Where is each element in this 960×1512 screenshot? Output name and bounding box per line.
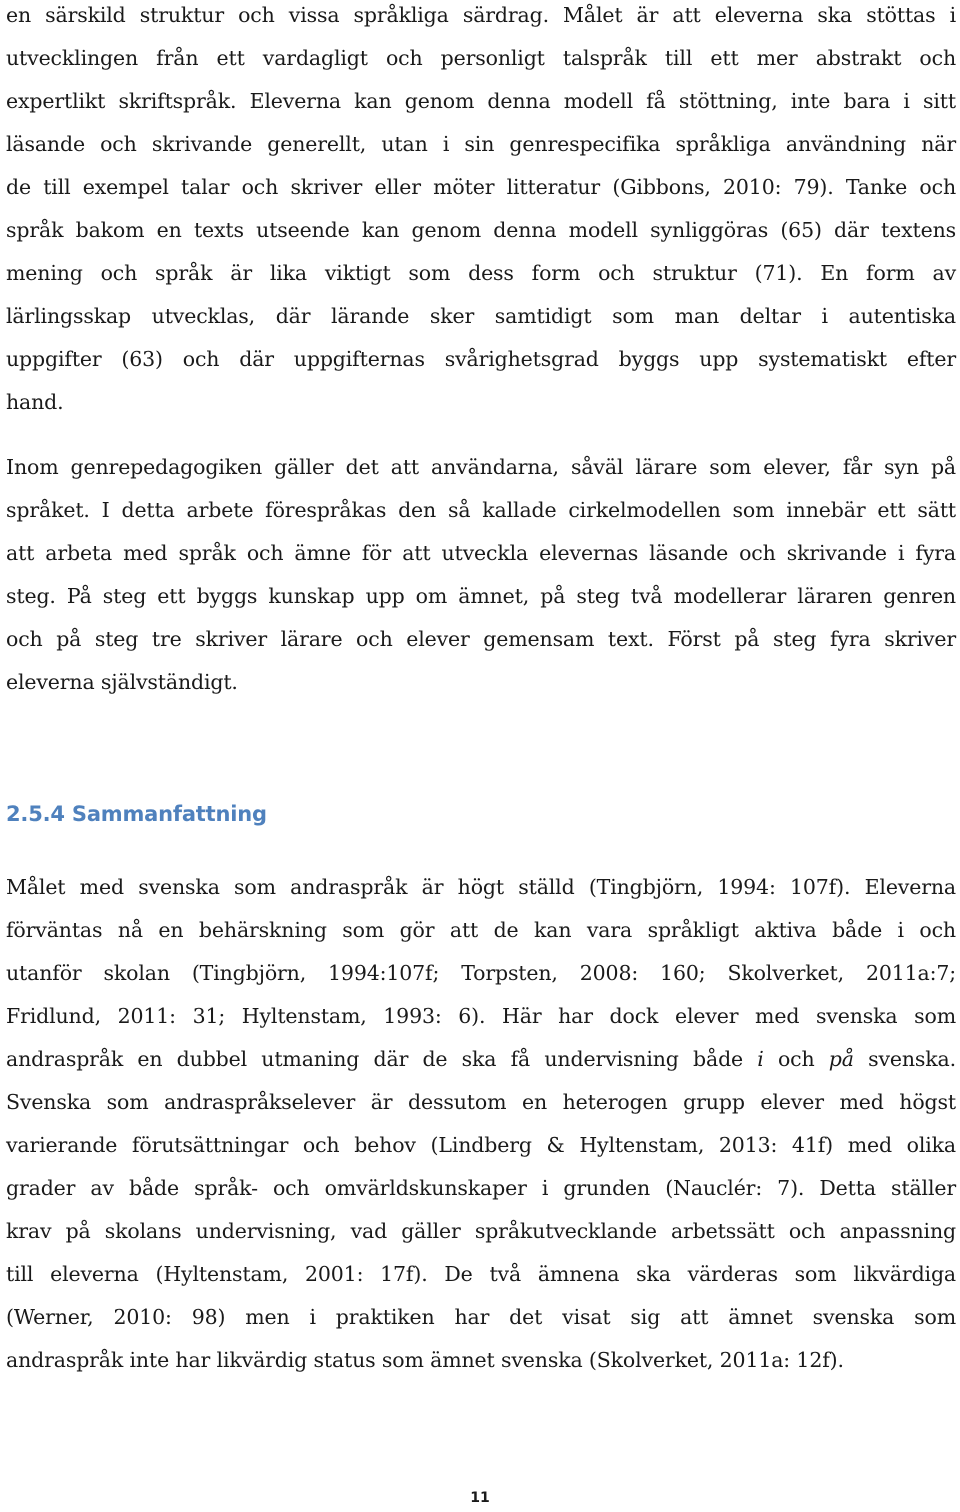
text-line: krav på skolans undervisning, vad gäller språkutvecklande arbetssätt och anpassning: [6, 1219, 956, 1243]
italic-word: i: [757, 1047, 764, 1071]
text-line: utanför skolan (Tingbjörn, 1994:107f; Torpsten, 2008: 160; Skolverket, 2011a:7;: [6, 961, 956, 985]
section-heading: 2.5.4 Sammanfattning: [6, 802, 267, 826]
paragraph-summary: [6, 866, 956, 1382]
text-line: förväntas nå en behärskning som gör att de kan vara språkligt aktiva både i och: [6, 918, 956, 942]
italic-word: på: [828, 1047, 854, 1071]
text-line: Målet med svenska som andraspråk är högt ställd (Tingbjörn, 1994: 107f). Eleverna: [6, 875, 956, 899]
text-line: Inom genrepedagogiken gäller det att användarna, såväl lärare som elever, får syn på: [6, 455, 956, 479]
text-line: eleverna självständigt.: [6, 670, 238, 694]
text-segment: och: [763, 1047, 829, 1071]
text-line: att arbeta med språk och ämne för att utveckla elevernas läsande och skrivande i fyra: [6, 541, 956, 565]
page-number: 11: [470, 1490, 490, 1506]
text-line: och på steg tre skriver lärare och elever gemensam text. Först på steg fyra skriver: [6, 627, 956, 651]
text-line: grader av både språk- och omvärldskunskaper i grunden (Nauclér: 7). Detta ställer: [6, 1176, 956, 1200]
text-line: steg. På steg ett byggs kunskap upp om ämnet, på steg två modellerar läraren genren: [6, 584, 956, 608]
paragraph-genre-pedagogy-model: [6, 0, 956, 424]
text-line: varierande förutsättningar och behov (Lindberg & Hyltenstam, 2013: 41f) med olika: [6, 1133, 956, 1157]
text-line: mening och språk är lika viktigt som dess form och struktur (71). En form av: [6, 261, 956, 285]
text-line: Fridlund, 2011: 31; Hyltenstam, 1993: 6). Här har dock elever med svenska som: [6, 1004, 956, 1028]
text-line: utvecklingen från ett vardagligt och personligt talspråk till ett mer abstrakt och: [6, 46, 956, 70]
text-line: hand.: [6, 390, 64, 414]
text-line: de till exempel talar och skriver eller möter litteratur (Gibbons, 2010: 79). Tanke och: [6, 175, 956, 199]
text-line: expertlikt skriftspråk. Eleverna kan genom denna modell få stöttning, inte bara i sitt: [6, 89, 956, 113]
text-line: lärlingsskap utvecklas, där lärande sker samtidigt som man deltar i autentiska: [6, 304, 956, 328]
text-line: uppgifter (63) och där uppgifternas svårighetsgrad byggs upp systematiskt efter: [6, 347, 956, 371]
text-line: till eleverna (Hyltenstam, 2001: 17f). De två ämnena ska värderas som likvärdiga: [6, 1262, 956, 1286]
text-segment: andraspråk en dubbel utmaning där de ska få undervisning både: [6, 1047, 758, 1071]
text-line: språket. I detta arbete förespråkas den så kallade cirkelmodellen som innebär ett sätt: [6, 498, 956, 522]
text-segment: svenska.: [853, 1047, 956, 1071]
text-line-mixed: [6, 1038, 956, 1081]
text-line: läsande och skrivande generellt, utan i sin genrespecifika språkliga användning när: [6, 132, 956, 156]
text-line: Svenska som andraspråkselever är dessutom en heterogen grupp elever med högst: [6, 1090, 956, 1114]
text-line: (Werner, 2010: 98) men i praktiken har det visat sig att ämnet svenska som: [6, 1305, 956, 1329]
text-line: språk bakom en texts utseende kan genom denna modell synliggöras (65) där textens: [6, 218, 956, 242]
text-line: andraspråk inte har likvärdig status som ämnet svenska (Skolverket, 2011a: 12f).: [6, 1348, 844, 1372]
text-line: en särskild struktur och vissa språkliga särdrag. Målet är att eleverna ska stöttas i: [6, 3, 956, 27]
paragraph-circle-model: [6, 446, 956, 704]
